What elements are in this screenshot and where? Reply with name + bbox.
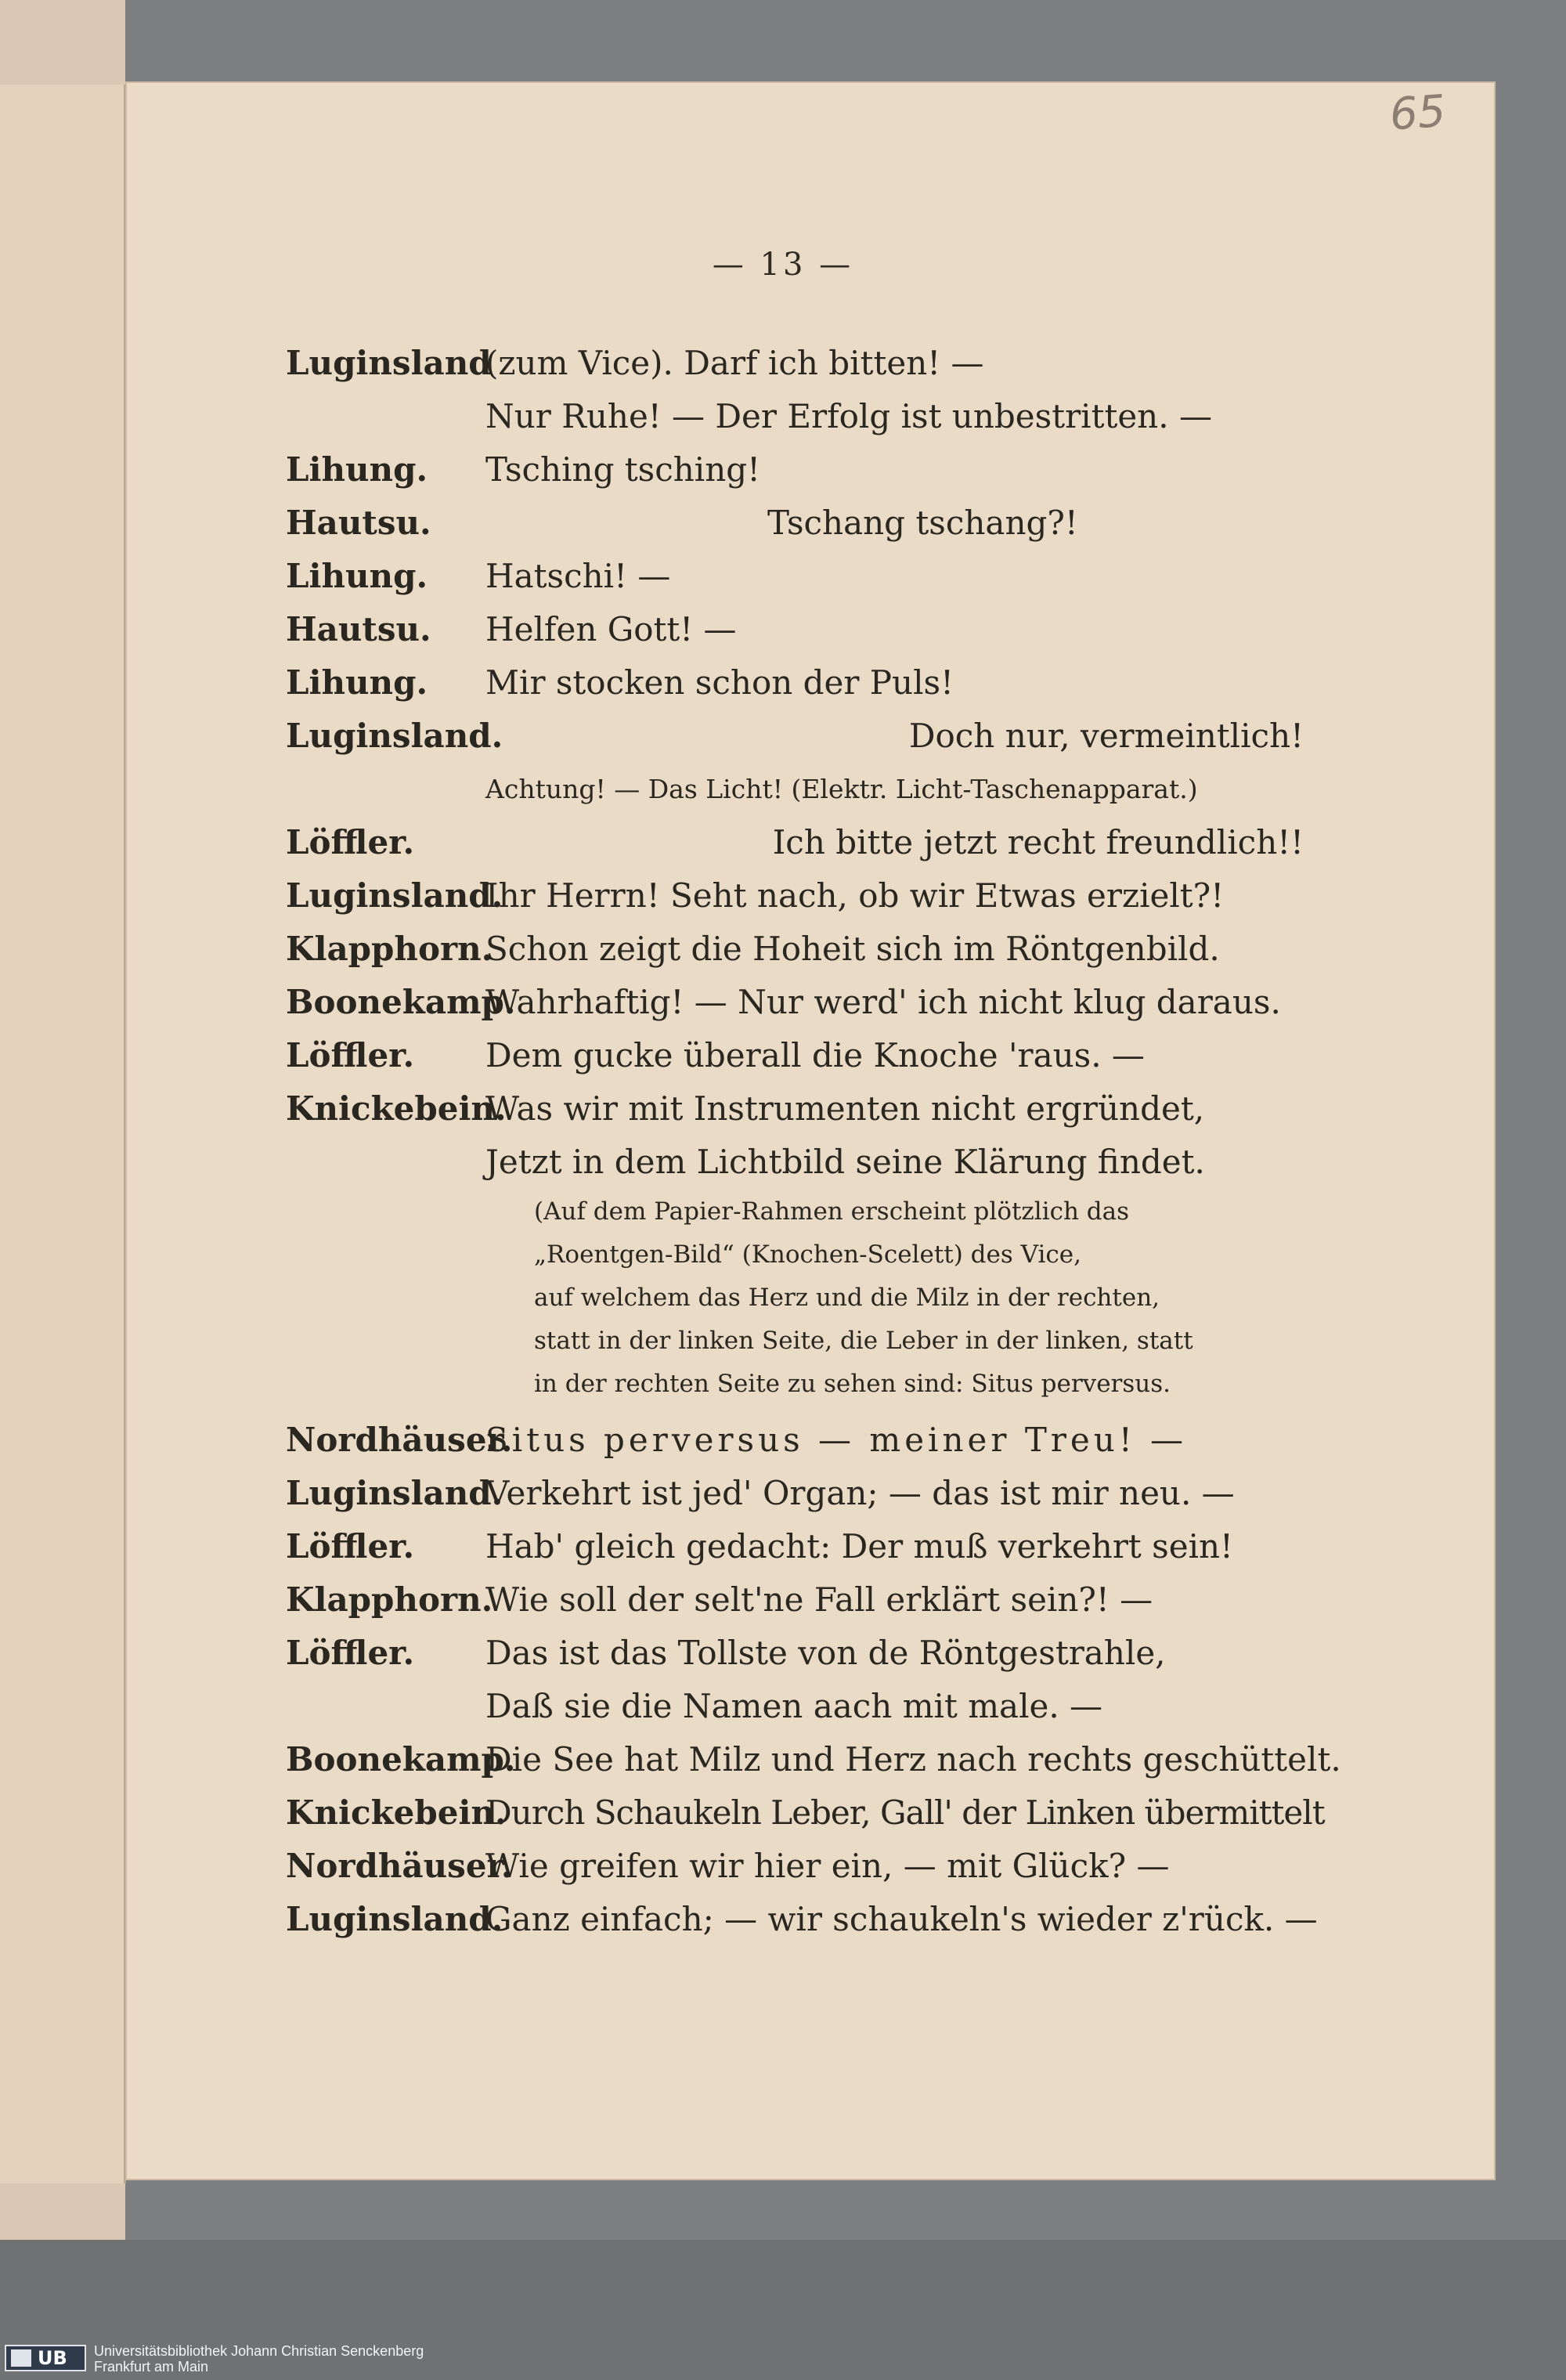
dialogue-entry [286, 443, 1304, 497]
dialogue-line: Hab' gleich gedacht: Der muß verkehrt sein! [485, 1527, 1233, 1566]
dialogue-line: (zum Vice). Darf ich bitten! — [485, 344, 984, 382]
dialogue-line: Mir stocken schon der Puls! [485, 663, 954, 702]
previous-page-edge [0, 85, 126, 2183]
dialogue-entry [286, 550, 1304, 603]
library-logo-icon [11, 2349, 31, 2367]
speaker-name: Nordhäuser. [286, 1421, 513, 1459]
dialogue-line: Helfen Gott! — [485, 610, 737, 648]
library-name: Universitätsbibliothek Johann Christian Senckenberg [94, 2343, 424, 2359]
dialogue-line: Dem gucke überall die Knoche 'raus. — [485, 1036, 1145, 1074]
dialogue-line: Was wir mit Instrumenten nicht ergründet, [485, 1089, 1205, 1128]
dialogue-entry [286, 337, 1304, 443]
library-logo [5, 2345, 86, 2371]
stage-direction-line: „Roentgen-Bild“ (Knochen-Scelett) des Vice, [534, 1241, 1081, 1269]
dialogue-line: Ich bitte jetzt recht freundlich!! [772, 823, 1304, 861]
dialogue-entry [286, 1627, 1304, 1733]
page-number: — 13 — [712, 247, 854, 283]
dialogue-line: Jetzt in dem Lichtbild seine Klärung findet. [485, 1143, 1205, 1181]
speaker-name: Knickebein. [286, 1793, 507, 1832]
dialogue-entry [286, 1733, 1341, 1786]
dialogue-line: Das ist das Tollste von de Röntgestrahle, [485, 1634, 1166, 1672]
dialogue-line: Daß sie die Namen aach mit male. — [485, 1687, 1103, 1725]
dialogue-line: Achtung! — Das Licht! (Elektr. Licht-Taschenapparat.) [485, 774, 1198, 804]
dialogue-line: Tsching tsching! [485, 450, 761, 489]
dialogue-entry [286, 710, 1304, 816]
dialogue-entry [286, 1467, 1304, 1520]
library-logo-text: UB [38, 2347, 67, 2369]
dialogue-entry [286, 1520, 1304, 1573]
speaker-name: Lihung. [286, 557, 428, 595]
dialogue-entry [286, 1414, 1304, 1467]
speaker-name: Löffler. [286, 1036, 415, 1074]
stage-direction [485, 1190, 1304, 1406]
pencil-folio-note: 65 [1387, 85, 1448, 141]
speaker-name: Luginsland. [286, 1474, 503, 1512]
speaker-name: Hautsu. [286, 504, 431, 542]
dialogue-line: Nur Ruhe! — Der Erfolg ist unbestritten. — [485, 397, 1212, 435]
stage-direction-line: statt in der linken Seite, die Leber in der linken, statt [534, 1327, 1193, 1355]
speaker-name: Luginsland. [286, 1900, 503, 1938]
dialogue-line: Wie greifen wir hier ein, — mit Glück? — [485, 1847, 1170, 1885]
dialogue-entry [286, 1082, 1304, 1414]
dialogue-line: Schon zeigt die Hoheit sich im Röntgenbild. [485, 930, 1220, 968]
dialogue-entry [286, 1573, 1304, 1627]
speaker-name: Hautsu. [286, 610, 431, 648]
stage-direction-line: auf welchem das Herz und die Milz in der rechten, [534, 1284, 1160, 1312]
speaker-name: Boonekamp. [286, 983, 516, 1021]
dialogue-line: Ihr Herrn! Seht nach, ob wir Etwas erzielt?! [485, 876, 1225, 915]
dialogue-line: Tschang tschang?! [767, 504, 1078, 542]
speaker-name: Boonekamp. [286, 1740, 516, 1779]
dialogue-entry [286, 923, 1304, 976]
stage-direction-line: in der rechten Seite zu sehen sind: Situs perversus. [534, 1370, 1171, 1398]
dialogue-entry [286, 1786, 1325, 1840]
speaker-name: Löffler. [286, 1634, 415, 1672]
speaker-name: Nordhäuser. [286, 1847, 513, 1885]
stage-direction-line: (Auf dem Papier-Rahmen erscheint plötzlich das [534, 1197, 1130, 1226]
dialogue-line: Die See hat Milz und Herz nach rechts geschüttelt. [485, 1740, 1341, 1779]
dialogue-entry [286, 1893, 1318, 1946]
dialogue-line: Durch Schaukeln Leber, Gall' der Linken übermittelt [485, 1793, 1325, 1832]
dialogue-line: Verkehrt ist jed' Organ; — das ist mir neu. — [485, 1474, 1235, 1512]
dialogue-line: Wahrhaftig! — Nur werd' ich nicht klug daraus. [485, 983, 1281, 1021]
speaker-name: Löffler. [286, 823, 415, 861]
dialogue-line: Doch nur, vermeintlich! [908, 717, 1304, 755]
dialogue-entry [286, 603, 1304, 656]
speaker-name: Lihung. [286, 450, 428, 489]
dialogue-entry [286, 869, 1304, 923]
dialogue-entry [286, 976, 1304, 1029]
dialogue-entry [286, 1029, 1304, 1082]
speaker-name: Knickebein. [286, 1089, 507, 1128]
play-text [286, 337, 1341, 1946]
dialogue-entry [286, 1840, 1304, 1893]
dialogue-entry [286, 816, 1304, 869]
speaker-name: Lihung. [286, 663, 428, 702]
speaker-name: Klapphorn. [286, 930, 493, 968]
dialogue-line: Situs perversus — meiner Treu! — [485, 1421, 1188, 1459]
speaker-name: Luginsland. [286, 717, 503, 755]
speaker-name: Löffler. [286, 1527, 415, 1566]
speaker-name: Klapphorn. [286, 1580, 493, 1619]
dialogue-entry [286, 497, 1304, 550]
library-credit [94, 2343, 424, 2375]
library-city: Frankfurt am Main [94, 2359, 209, 2375]
dialogue-line: Hatschi! — [485, 557, 671, 595]
speaker-name: Luginsland. [286, 876, 503, 915]
speaker-name: Luginsland [286, 344, 492, 382]
dialogue-line: Ganz einfach; — wir schaukeln's wieder z'rück. — [485, 1900, 1318, 1938]
dialogue-line: Wie soll der selt'ne Fall erklärt sein?! — [485, 1580, 1153, 1619]
dialogue-entry [286, 656, 1304, 710]
